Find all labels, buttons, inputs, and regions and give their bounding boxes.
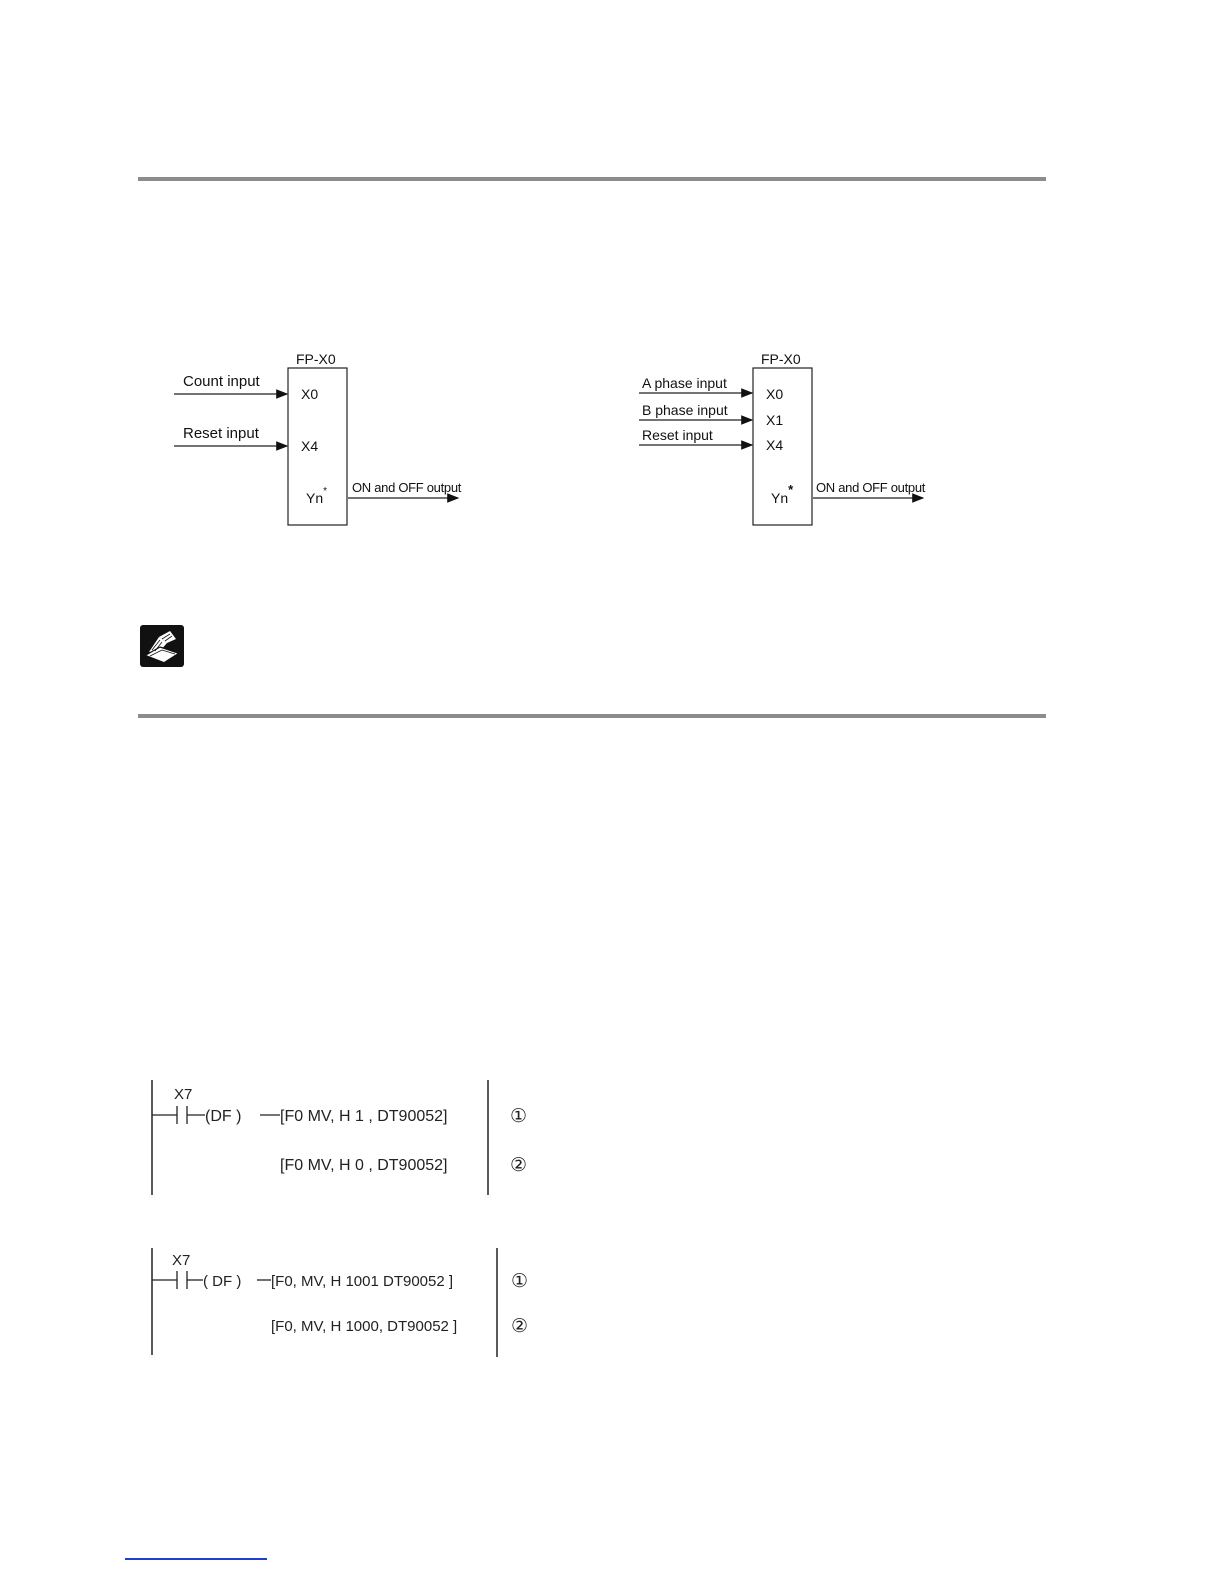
two-phase-wiring-diagram [635, 345, 965, 530]
terminal-yn: Yn* [306, 486, 328, 506]
rung-1-instruction: [F0 MV, H 1 , DT90052] [280, 1108, 448, 1125]
step-marker-1: ① [511, 1271, 529, 1292]
footer-link-underline[interactable] [125, 1558, 267, 1560]
output-label: ON and OFF output [352, 480, 462, 495]
count-input-label: Count input [183, 373, 260, 390]
reset-input-label: Reset input [183, 425, 259, 442]
terminal-yn: Yn* [771, 482, 794, 506]
unit-label: FP-X0 [296, 351, 336, 367]
step-marker-2: ② [511, 1316, 529, 1337]
unit-label: FP-X0 [761, 351, 801, 367]
ladder-program-1 [145, 1075, 545, 1200]
reset-input-label: Reset input [642, 427, 713, 443]
df-instruction: ( DF ) [203, 1273, 242, 1290]
rung-2-instruction: [F0, MV, H 1000, DT90052 ] [271, 1318, 458, 1335]
a-phase-input-label: A phase input [642, 375, 727, 391]
rung-1-instruction: [F0, MV, H 1001 DT90052 ] [271, 1273, 454, 1290]
rung-2-instruction: [F0 MV, H 0 , DT90052] [280, 1157, 448, 1174]
terminal-x1: X1 [766, 412, 784, 428]
df-instruction: (DF ) [205, 1108, 242, 1125]
terminal-x4: X4 [766, 437, 784, 453]
output-label: ON and OFF output [816, 480, 926, 495]
b-phase-input-label: B phase input [642, 402, 728, 418]
step-marker-2: ② [510, 1155, 528, 1176]
reference-book-icon [140, 625, 184, 667]
single-phase-wiring-diagram [170, 345, 500, 530]
terminal-x0: X0 [766, 386, 784, 402]
terminal-x0: X0 [301, 386, 319, 402]
contact-label: X7 [174, 1086, 193, 1103]
step-marker-1: ① [510, 1106, 528, 1127]
terminal-x4: X4 [301, 438, 319, 454]
contact-label: X7 [172, 1252, 191, 1269]
ladder-program-2 [145, 1245, 545, 1360]
section-rule-middle [138, 714, 1046, 718]
section-rule-top [138, 177, 1046, 181]
